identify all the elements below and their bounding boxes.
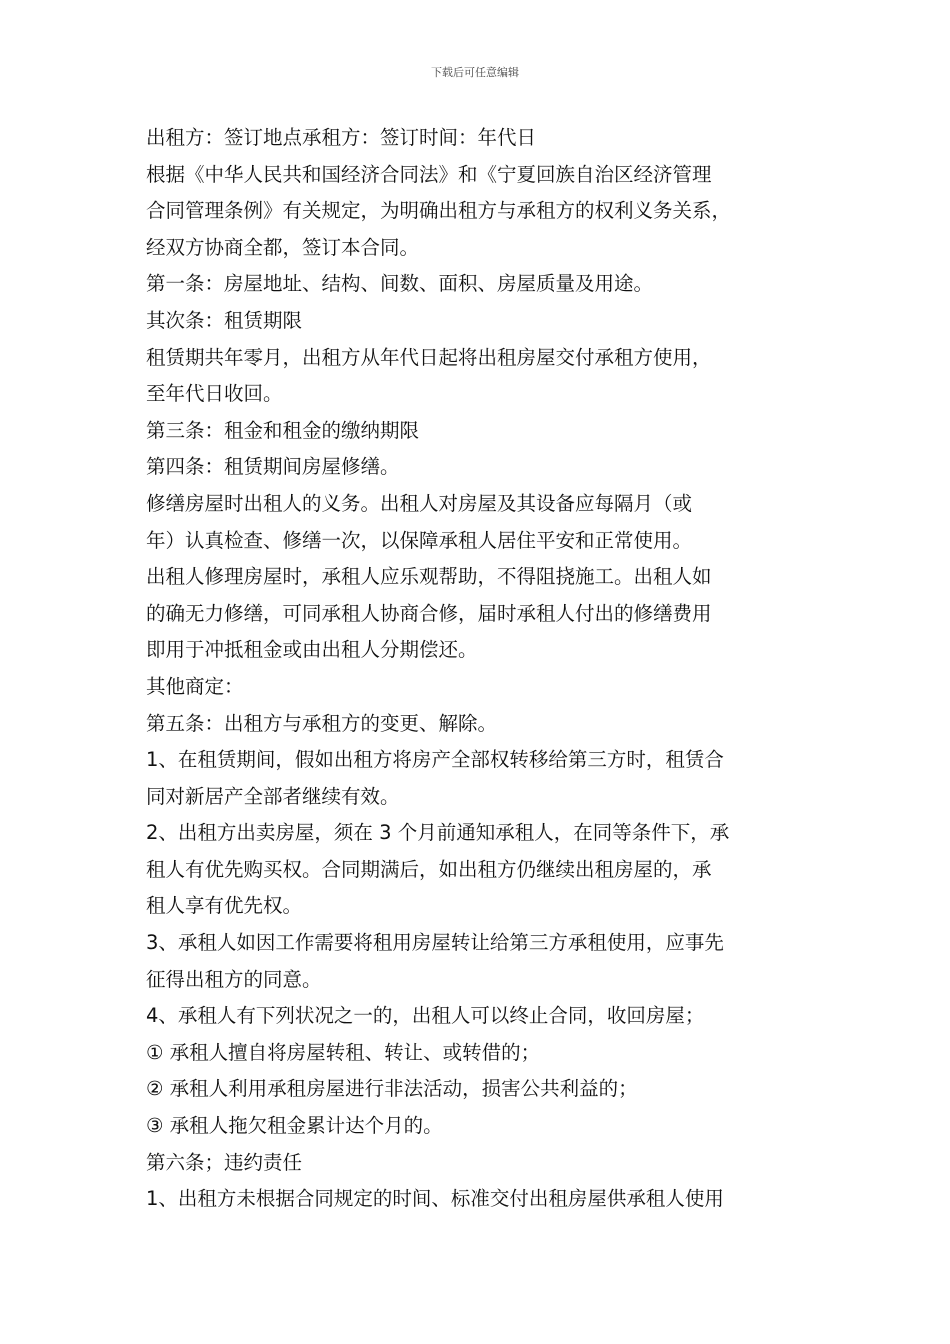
text-line: ② 承租人利用承租房屋进行非法活动，损害公共利益的； (146, 1077, 638, 1101)
text-line: 出租方：签订地点承租方：签订时间：年代日 (146, 126, 537, 149)
text-line: 合同管理条例》有关规定，为明确出租方与承租方的权利义务关系， (146, 199, 732, 223)
text-line: 租人享有优先权。 (146, 894, 303, 918)
text-line: 4、承租人有下列状况之一的，出租人可以终止合同，收回房屋； (146, 1004, 705, 1028)
text-line: 第三条：租金和租金的缴纳期限 (146, 418, 420, 442)
text-line: 根据《中华人民共和国经济合同法》和《宁夏回族自治区经济管理 (146, 162, 712, 186)
document-body (146, 120, 816, 1218)
text-line: 其次条：租赁期限 (146, 308, 303, 332)
text-line: 第一条：房屋地址、结构、间数、面积、房屋质量及用途。 (146, 272, 654, 296)
text-line: 租人有优先购买权。合同期满后，如出租方仍继续出租房屋的，承 (146, 857, 712, 881)
text-line: ① 承租人擅自将房屋转租、转让、或转借的； (146, 1040, 541, 1064)
text-line: ③ 承租人拖欠租金累计达个月的。 (146, 1114, 443, 1138)
text-line: 年）认真检查、修缮一次，以保障承租人居住平安和正常使用。 (146, 528, 693, 552)
text-line: 出租人修理房屋时，承租人应乐观帮助，不得阻挠施工。出租人如 (146, 565, 712, 589)
page-header: 下载后可任意编辑 (431, 66, 519, 79)
text-line: 的确无力修缮，可同承租人协商合修，届时承租人付出的修缮费用 (146, 601, 712, 625)
text-line: 第四条：租赁期间房屋修缮。 (146, 455, 400, 479)
text-line: 1、出租方未根据合同规定的时间、标准交付出租房屋供承租人使用 (146, 1187, 724, 1211)
text-line: 征得出租方的同意。 (146, 967, 322, 991)
text-line: 其他商定： (146, 674, 244, 698)
text-line: 经双方协商全都，签订本合同。 (146, 235, 420, 259)
text-line: 2、出租方出卖房屋，须在 3 个月前通知承租人，在同等条件下，承 (146, 821, 730, 845)
text-line: 即用于冲抵租金或由出租人分期偿还。 (146, 638, 478, 662)
text-line: 租赁期共年零月，出租方从年代日起将出租房屋交付承租方使用， (146, 345, 712, 369)
text-line: 修缮房屋时出租人的义务。出租人对房屋及其设备应每隔月（或 (146, 491, 693, 515)
text-line: 第六条；违约责任 (146, 1150, 303, 1174)
text-line: 至年代日收回。 (146, 382, 283, 406)
text-line: 同对新居产全部者继续有效。 (146, 784, 400, 808)
text-line: 第五条：出租方与承租方的变更、解除。 (146, 711, 498, 735)
text-line: 1、在租赁期间，假如出租方将房产全部权转移给第三方时，租赁合 (146, 748, 724, 772)
text-line: 3、承租人如因工作需要将租用房屋转让给第三方承租使用，应事先 (146, 931, 724, 955)
